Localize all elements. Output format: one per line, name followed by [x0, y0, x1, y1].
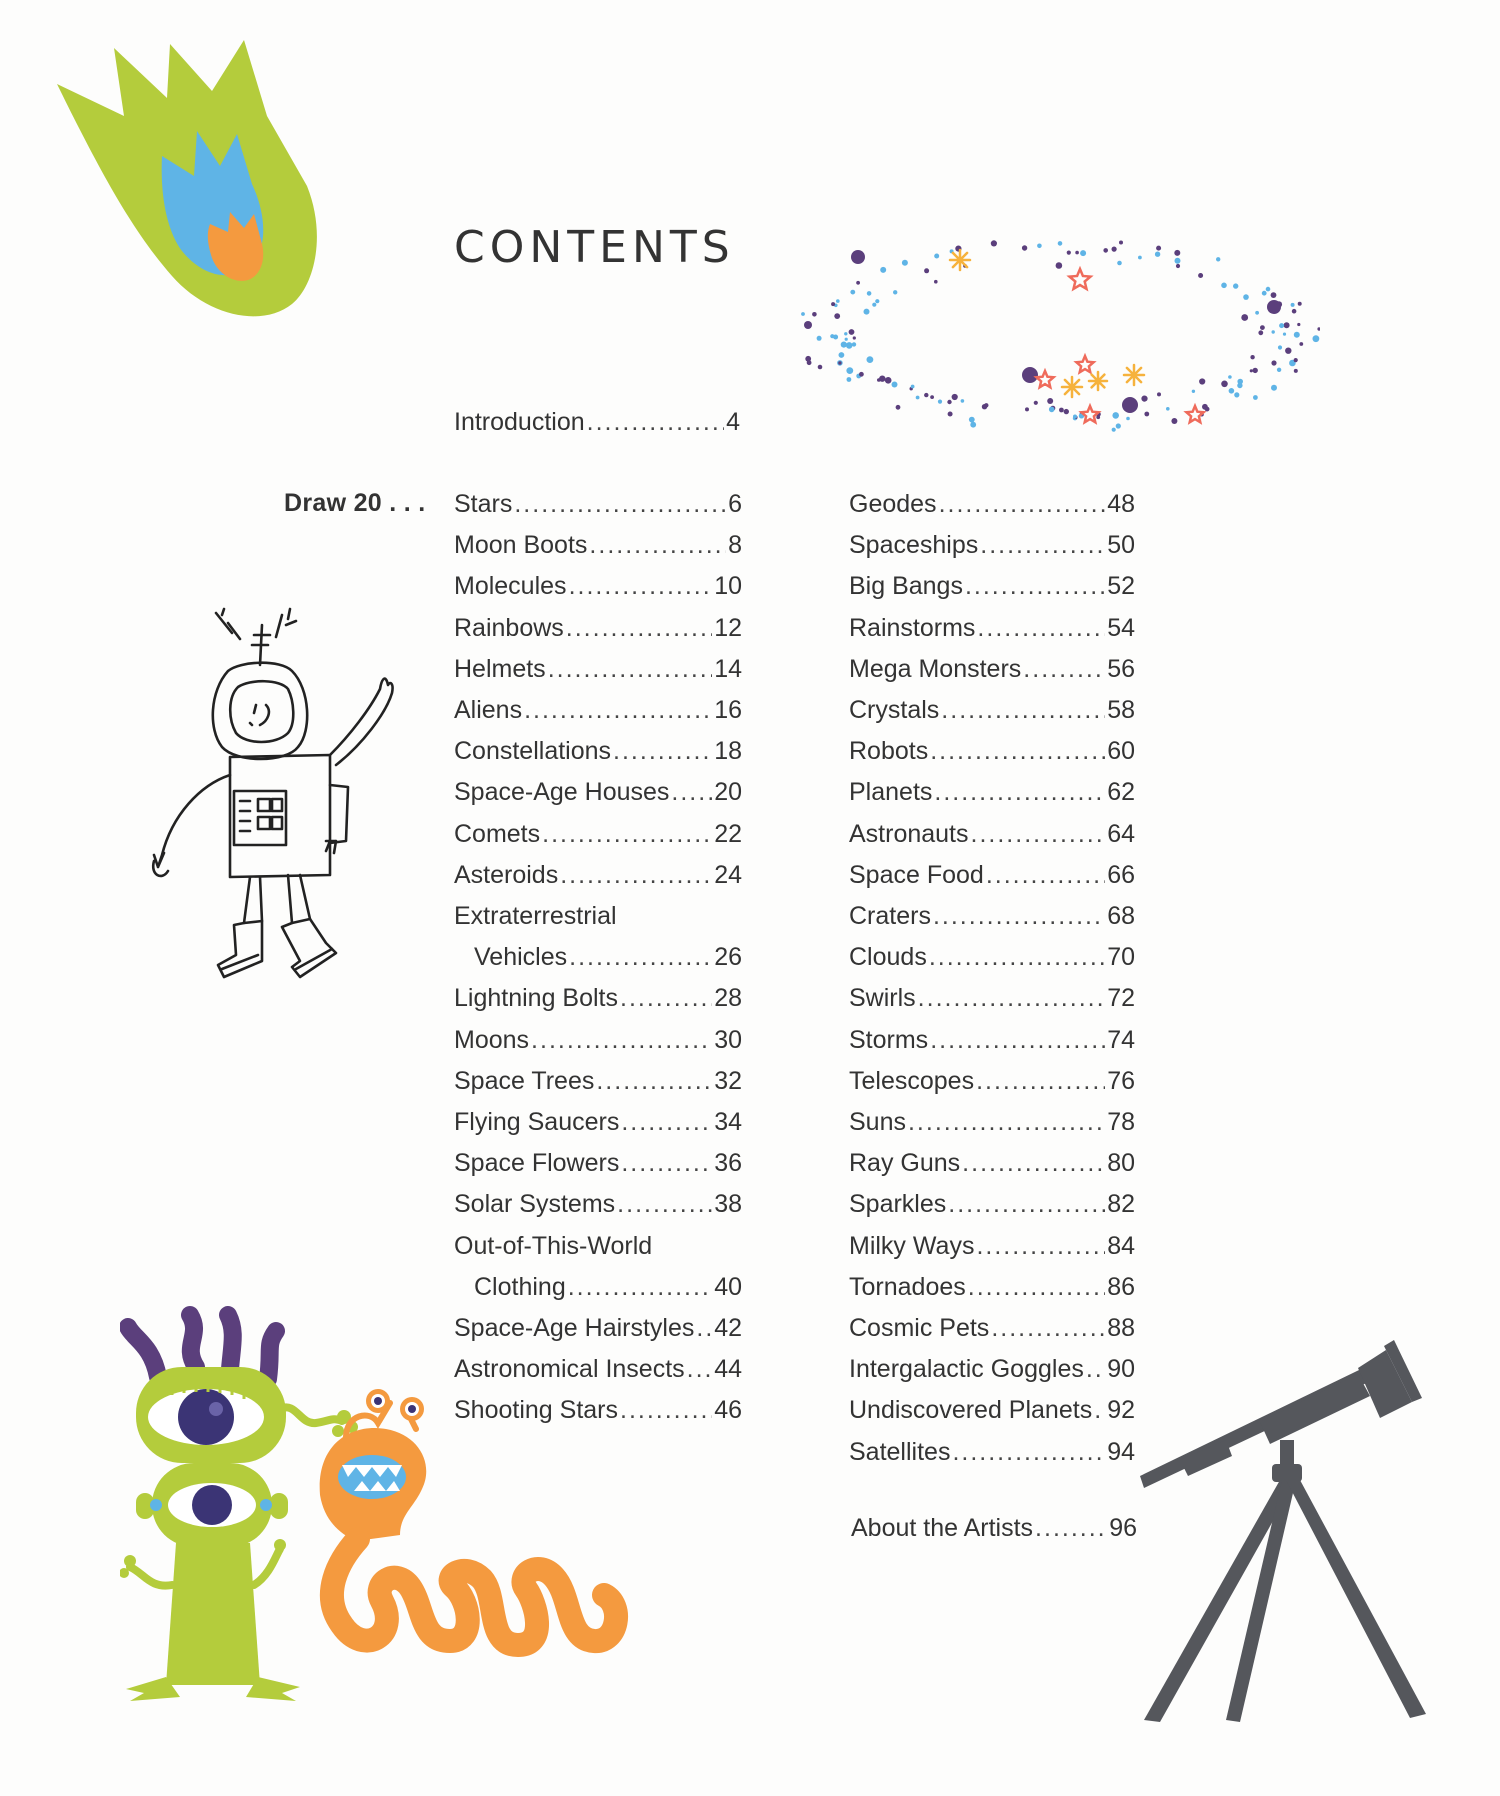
- toc-entry: [849, 1349, 1135, 1389]
- toc-entry-label: Sparkles: [849, 1190, 947, 1219]
- toc-entry: [454, 1020, 742, 1060]
- toc-entry-label: Constellations: [454, 737, 612, 766]
- toc-leader-dots: [980, 525, 1105, 565]
- toc-entry-page: 32: [714, 1066, 742, 1095]
- toc-entry-label: Aliens: [454, 696, 523, 724]
- toc-leader-dots: [991, 1308, 1105, 1348]
- toc-entry: [849, 566, 1135, 606]
- toc-leader-dots: [620, 1390, 712, 1430]
- toc-leader-dots: [952, 1432, 1105, 1472]
- toc-entry-page: 76: [1107, 1066, 1135, 1095]
- toc-leader-dots: [908, 1102, 1105, 1142]
- toc-entry-page: 18: [714, 737, 742, 766]
- toc-entry: [454, 1061, 742, 1101]
- toc-entry: [454, 814, 742, 854]
- toc-entry-label: Introduction: [454, 408, 585, 436]
- toc-entry: [849, 1432, 1135, 1472]
- toc-leader-dots: [621, 1102, 712, 1142]
- page-title: CONTENTS: [454, 222, 735, 273]
- toc-leader-dots: [620, 978, 712, 1018]
- toc-entry-page: 6: [728, 490, 742, 518]
- toc-entry: [454, 772, 742, 812]
- toc-leader-dots: [569, 937, 712, 977]
- toc-entry-page: 26: [714, 943, 742, 972]
- toc-entry-label: Solar Systems: [454, 1190, 616, 1219]
- toc-leader-dots: [1094, 1390, 1105, 1430]
- toc-entry-page: 46: [714, 1396, 742, 1425]
- toc-entry-page: 20: [714, 778, 742, 807]
- toc-entry-label: Lightning Bolts: [454, 984, 619, 1013]
- toc-entry-page: 12: [714, 613, 742, 642]
- toc-entry-label: Clothing: [474, 1272, 566, 1301]
- toc-entry-label: Swirls: [849, 984, 916, 1013]
- toc-entry-page: 10: [714, 572, 742, 601]
- star-field-icon: [800, 235, 1320, 445]
- toc-leader-dots: [977, 608, 1105, 648]
- toc-entry-page: 60: [1107, 737, 1135, 766]
- toc-leader-dots: [929, 937, 1105, 977]
- toc-entry-label: Space Flowers: [454, 1149, 620, 1178]
- toc-entry: [849, 484, 1135, 524]
- toc-entry-page: 38: [714, 1190, 742, 1219]
- toc-entry-label: Shooting Stars: [454, 1396, 618, 1425]
- toc-leader-dots: [696, 1308, 712, 1348]
- toc-entry-label: Rainbows: [454, 613, 564, 642]
- toc-entry: [849, 525, 1135, 565]
- toc-leader-dots: [1023, 649, 1105, 689]
- toc-entry: [454, 484, 742, 524]
- toc-entry: [849, 608, 1135, 648]
- toc-entry-page: 4: [726, 408, 740, 436]
- toc-entry-page: 8: [728, 531, 742, 560]
- toc-entry-page: 52: [1107, 572, 1135, 601]
- toc-entry-page: 34: [714, 1108, 742, 1136]
- toc-leader-dots: [918, 978, 1106, 1018]
- telescope-icon: [1140, 1310, 1440, 1730]
- toc-leader-dots: [560, 855, 712, 895]
- toc-entry: [849, 1184, 1135, 1224]
- toc-entry: [454, 1267, 742, 1307]
- toc-leader-dots: [613, 731, 712, 771]
- toc-entry-page: 40: [714, 1272, 742, 1301]
- toc-leader-dots: [976, 1061, 1105, 1101]
- toc-entry-page: 50: [1107, 531, 1135, 560]
- toc-leader-dots: [566, 608, 712, 648]
- toc-entry-label: Cosmic Pets: [849, 1314, 990, 1342]
- toc-entry: [454, 937, 742, 977]
- toc-entry-label: Clouds: [849, 943, 927, 972]
- toc-entry-page: 66: [1107, 860, 1135, 889]
- toc-entry-page: 86: [1107, 1272, 1135, 1301]
- toc-entry-label: Spaceships: [849, 531, 979, 560]
- toc-entry: [849, 1308, 1135, 1348]
- toc-entry: [849, 731, 1135, 771]
- toc-entry-label: Out-of-This-World: [454, 1231, 653, 1260]
- toc-entry-page: 94: [1107, 1437, 1135, 1466]
- toc-entry-page: 56: [1107, 654, 1135, 683]
- toc-entry-page: 78: [1107, 1108, 1135, 1136]
- toc-entry: [849, 1226, 1135, 1266]
- toc-entry-label: Rainstorms: [849, 613, 976, 642]
- toc-entry: [454, 978, 742, 1018]
- toc-entry-page: 42: [714, 1314, 742, 1342]
- toc-leader-dots: [1086, 1349, 1105, 1389]
- toc-entry-label: Satellites: [849, 1437, 951, 1466]
- toc-entry: [454, 731, 742, 771]
- toc-leader-dots: [948, 1184, 1105, 1224]
- toc-leader-dots: [934, 772, 1105, 812]
- toc-entry: [454, 566, 742, 606]
- toc-entry-label: Astronomical Insects: [454, 1355, 685, 1384]
- toc-entry: [849, 1143, 1135, 1183]
- toc-entry-page: 44: [714, 1355, 742, 1384]
- toc-leader-dots: [687, 1349, 713, 1389]
- toc-leader-dots: [587, 402, 724, 442]
- toc-entry: [849, 1061, 1135, 1101]
- toc-entry-page: 74: [1107, 1025, 1135, 1054]
- toc-entry: [849, 1102, 1135, 1142]
- draw-twenty-label: Draw 20 . . .: [284, 489, 426, 517]
- toc-leader-dots: [971, 814, 1106, 854]
- toc-entry-label: Telescopes: [849, 1066, 975, 1095]
- toc-entry-page: 48: [1107, 490, 1135, 518]
- toc-entry-label: Milky Ways: [849, 1231, 975, 1260]
- toc-entry-label: Craters: [849, 902, 931, 930]
- toc-entry: [454, 855, 742, 895]
- toc-entry-label: Space-Age Houses: [454, 778, 670, 807]
- toc-entry: [454, 1226, 742, 1266]
- toc-leader-dots: [568, 1267, 712, 1307]
- toc-entry: [454, 1308, 742, 1348]
- toc-entry-label: Mega Monsters: [849, 654, 1022, 683]
- toc-leader-dots: [976, 1226, 1105, 1266]
- toc-leader-dots: [548, 649, 713, 689]
- toc-entry: [849, 896, 1135, 936]
- toc-entry: [849, 978, 1135, 1018]
- toc-entry: [849, 690, 1135, 730]
- toc-entry-label: Crystals: [849, 696, 940, 724]
- toc-leader-dots: [962, 1143, 1105, 1183]
- toc-entry: [454, 1349, 742, 1389]
- toc-entry: [454, 402, 740, 442]
- toc-entry: [849, 649, 1135, 689]
- toc-entry: [849, 814, 1135, 854]
- toc-entry: [849, 937, 1135, 977]
- toc-leader-dots: [933, 896, 1105, 936]
- toc-entry-label: Astronauts: [849, 819, 969, 848]
- toc-leader-dots: [939, 484, 1106, 524]
- toc-entry-label: Storms: [849, 1025, 929, 1054]
- toc-entry-label: Moon Boots: [454, 531, 588, 560]
- toc-entry-page: 14: [714, 654, 742, 683]
- toc-entry: [454, 525, 742, 565]
- toc-entry: [849, 855, 1135, 895]
- toc-entry-page: 22: [714, 819, 742, 848]
- toc-entry-page: 36: [714, 1149, 742, 1178]
- toc-entry-page: 72: [1107, 984, 1135, 1013]
- toc-leader-dots: [986, 855, 1105, 895]
- toc-entry-page: 64: [1107, 819, 1135, 848]
- toc-leader-dots: [589, 525, 726, 565]
- toc-entry: [849, 1390, 1135, 1430]
- toc-entry-page: 16: [714, 696, 742, 724]
- toc-entry-label: Suns: [849, 1108, 906, 1136]
- toc-entry-page: 88: [1107, 1314, 1135, 1342]
- toc-leader-dots: [968, 1267, 1105, 1307]
- toc-entry-label: Intergalactic Goggles: [849, 1355, 1084, 1384]
- toc-entry: [454, 649, 742, 689]
- toc-entry: [454, 1143, 742, 1183]
- comet-icon: [52, 36, 322, 326]
- toc-entry-label: Tornadoes: [849, 1272, 966, 1301]
- toc-entry-page: 28: [714, 984, 742, 1013]
- toc-entry-page: 92: [1107, 1396, 1135, 1425]
- astronaut-robot-icon: [150, 605, 400, 1005]
- toc-entry: [849, 1267, 1135, 1307]
- toc-entry: [851, 1508, 1137, 1548]
- toc-leader-dots: [1035, 1508, 1107, 1548]
- toc-leader-dots: [524, 690, 712, 730]
- toc-entry-label: Stars: [454, 490, 513, 518]
- toc-entry-page: 68: [1107, 902, 1135, 930]
- toc-entry: [454, 1184, 742, 1224]
- toc-entry-label: Planets: [849, 778, 933, 807]
- toc-entry: [454, 1390, 742, 1430]
- toc-entry-label: Vehicles: [474, 943, 568, 972]
- toc-leader-dots: [930, 731, 1105, 771]
- toc-entry-label: Flying Saucers: [454, 1108, 620, 1136]
- toc-entry-page: 70: [1107, 943, 1135, 972]
- toc-entry-page: 90: [1107, 1355, 1135, 1384]
- toc-entry: [454, 608, 742, 648]
- toc-leader-dots: [531, 1020, 712, 1060]
- toc-entry: [849, 1020, 1135, 1060]
- toc-entry-label: Space-Age Hairstyles: [454, 1314, 695, 1342]
- toc-entry-label: About the Artists: [851, 1514, 1034, 1542]
- toc-entry: [849, 772, 1135, 812]
- toc-entry-label: Robots: [849, 737, 929, 766]
- toc-entry-page: 24: [714, 860, 742, 889]
- toc-entry-label: Helmets: [454, 654, 546, 683]
- toc-entry-page: 80: [1107, 1149, 1135, 1178]
- toc-entry-label: Undiscovered Planets: [849, 1396, 1093, 1425]
- toc-leader-dots: [965, 566, 1105, 606]
- toc-entry-label: Ray Guns: [849, 1149, 961, 1178]
- toc-entry-page: 62: [1107, 778, 1135, 807]
- toc-leader-dots: [621, 1143, 712, 1183]
- toc-entry-label: Space Trees: [454, 1066, 595, 1095]
- toc-leader-dots: [617, 1184, 712, 1224]
- toc-entry-page: 30: [714, 1025, 742, 1054]
- toc-leader-dots: [542, 814, 712, 854]
- toc-entry-label: Extraterrestrial: [454, 902, 617, 930]
- toc-leader-dots: [514, 484, 726, 524]
- toc-entry-page: 96: [1109, 1514, 1137, 1542]
- toc-entry: [454, 896, 742, 936]
- toc-entry-label: Space Food: [849, 860, 984, 889]
- toc-leader-dots: [671, 772, 712, 812]
- toc-entry: [454, 1102, 742, 1142]
- toc-entry-page: 54: [1107, 613, 1135, 642]
- toc-leader-dots: [596, 1061, 712, 1101]
- toc-leader-dots: [930, 1020, 1105, 1060]
- toc-entry-page: 58: [1107, 696, 1135, 724]
- toc-leader-dots: [569, 566, 713, 606]
- toc-entry-label: Geodes: [849, 490, 937, 518]
- toc-entry-label: Molecules: [454, 572, 567, 601]
- toc-entry-label: Asteroids: [454, 860, 559, 889]
- toc-entry-page: 82: [1107, 1190, 1135, 1219]
- toc-entry-page: 84: [1107, 1231, 1135, 1260]
- toc-entry: [454, 690, 742, 730]
- toc-entry-label: Comets: [454, 819, 541, 848]
- toc-entry-label: Big Bangs: [849, 572, 963, 601]
- toc-leader-dots: [941, 690, 1105, 730]
- toc-entry-label: Moons: [454, 1025, 530, 1054]
